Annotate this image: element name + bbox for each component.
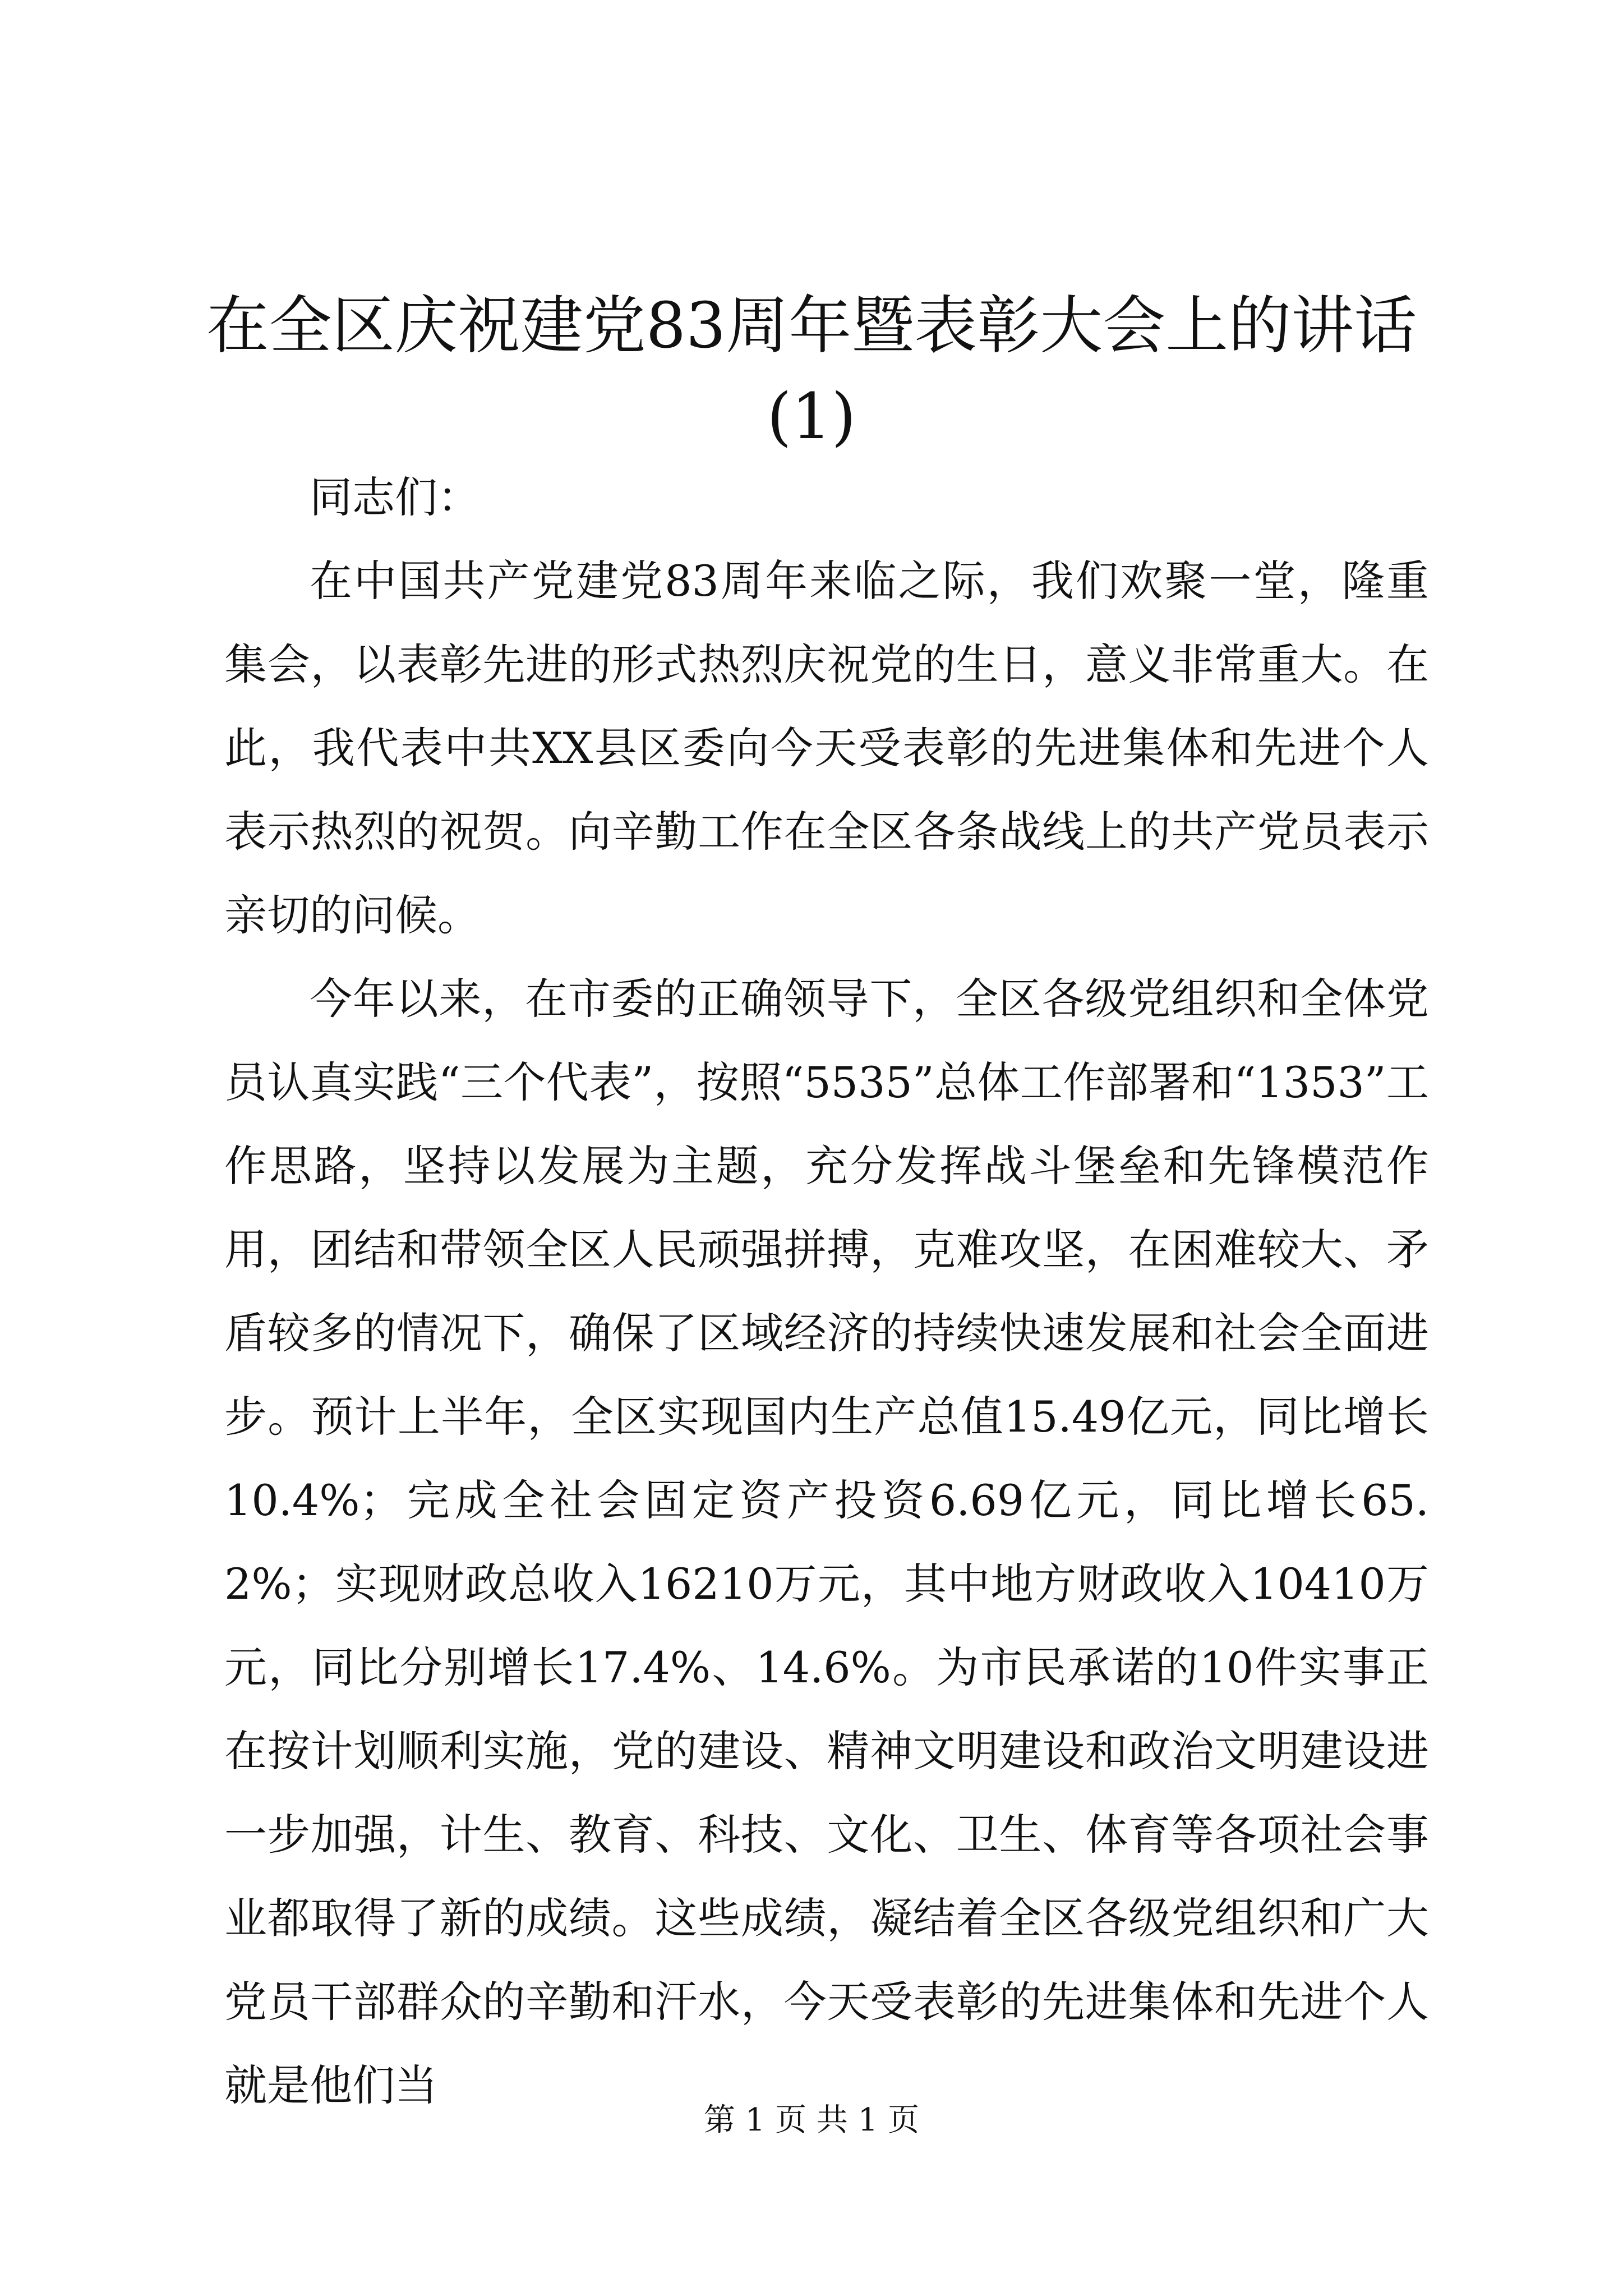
salutation: 同志们： [310,472,480,522]
document-body [224,455,1429,2127]
page-footer: 第 1 页 共 1 页 [703,2102,920,2138]
document-title: 在全区庆祝建党83周年暨表彰大会上的讲话(1) [206,289,1417,453]
paragraph-1: 在中国共产党建党83周年来临之际，我们欢聚一堂，隆重集会，以表彰先进的形式热烈庆祝党的生日，意义非常重大。在此，我代表中共XX县区委向今天受表彰的先进集体和先进个人表示热烈的祝贺。向辛勤工作在全区各条战线上的共产党员表示亲切的问候。 [224,556,1429,940]
paragraph-2: 今年以来，在市委的正确领导下，全区各级党组织和全体党员认真实践“三个代表”，按照“5535”总体工作部署和“1353”工作思路，坚持以发展为主题，充分发挥战斗堡垒和先锋模范作用，团结和带领全区人民顽强拼搏，克难攻坚，在困难较大、矛盾较多的情况下，确保了区域经济的持续快速发展和社会全面进步。预计上半年，全区实现国内生产总值15.49亿元，同比增长10.4%；完成全社会固定资产投资6.69亿元，同比增长65.2%；实现财政总收入16210万元，其中地方财政收入10410万元，同比分别增长17.4%、14.6%。为市民承诺的10件实事正在按计划顺利实施，党的建设、精神文明建设和政治文明建设进一步加强，计生、教育、科技、文化、卫生、体育等各项社会事业都取得了新的成绩。这些成绩，凝结着全区各级党组织和广大党员干部群众的辛勤和汗水，今天受表彰的先进集体和先进个人就是他们当 [224,974,1429,2110]
